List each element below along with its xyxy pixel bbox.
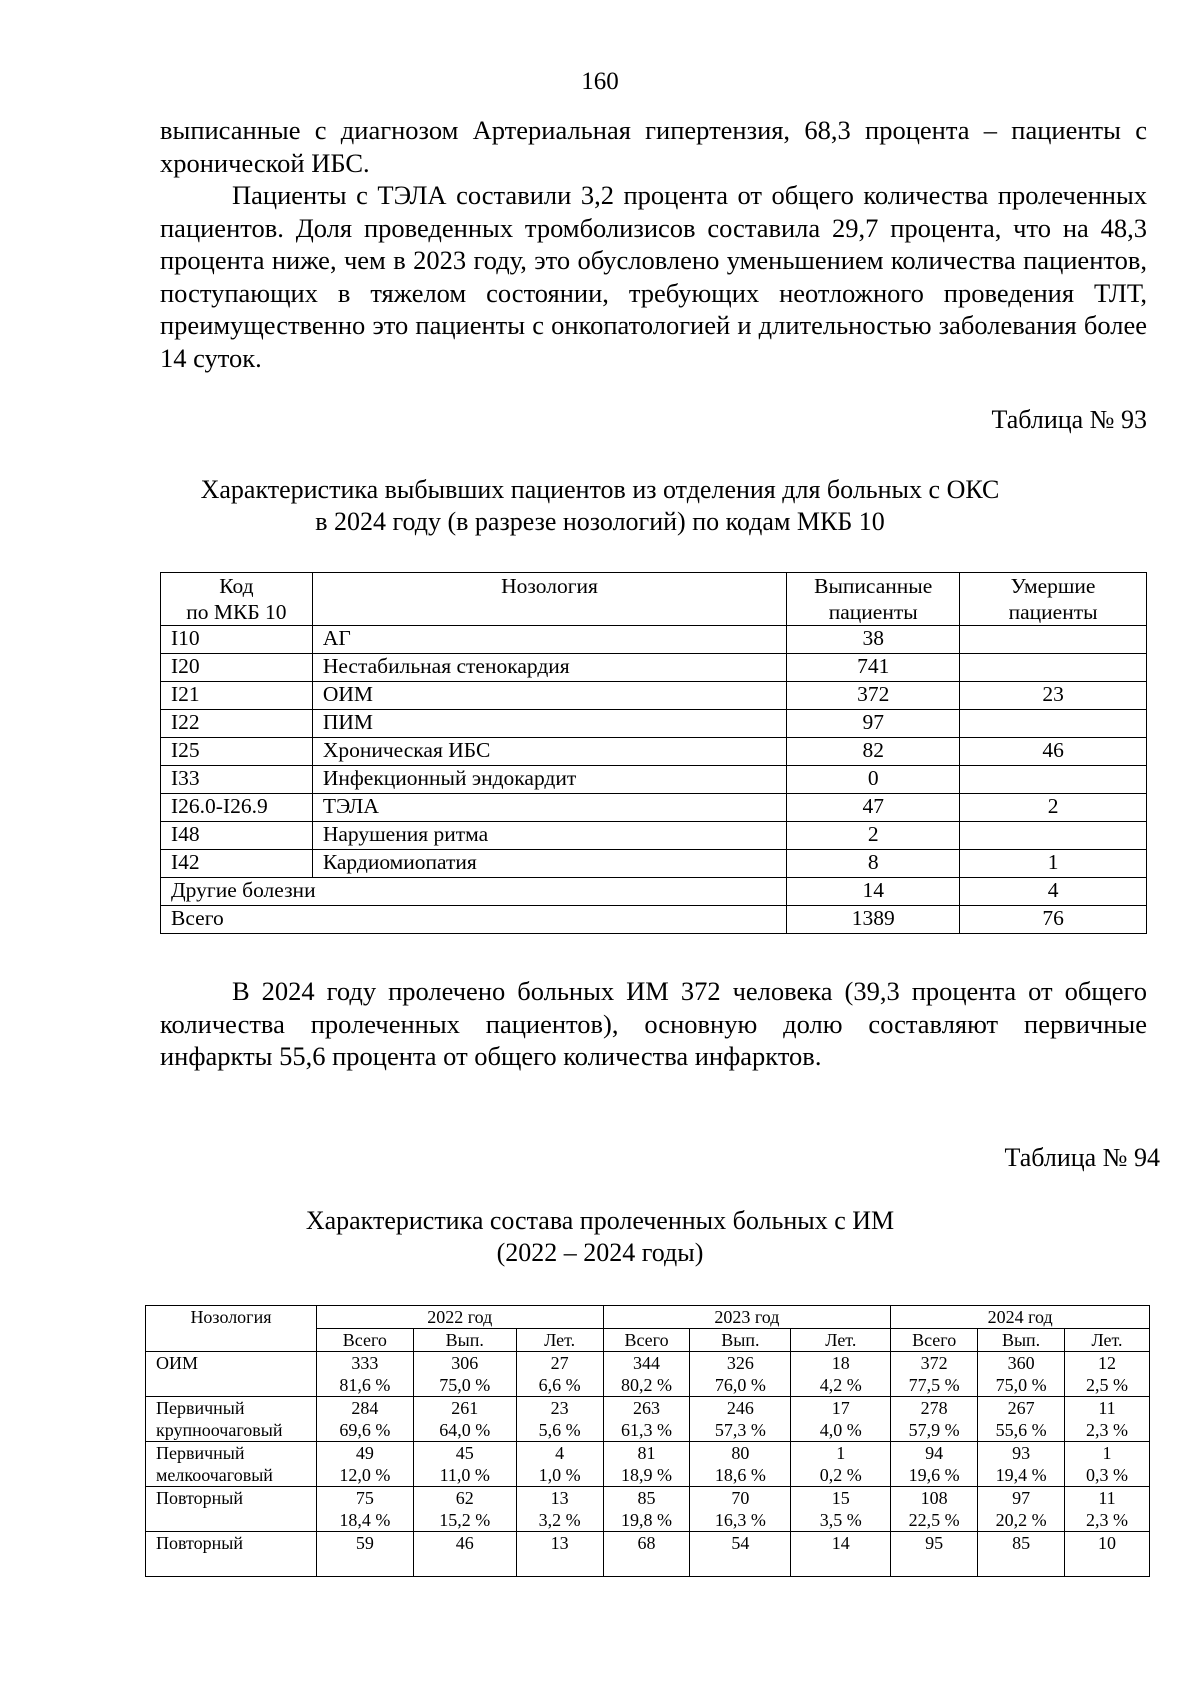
cell-count: 11 xyxy=(1098,1398,1116,1418)
table-93-label: Таблица № 93 xyxy=(991,405,1147,434)
paragraph-1: выписанные с диагнозом Артериальная гипертензия, 68,3 процента – пациенты с хронической ИБС. xyxy=(160,115,1147,178)
cell-total-label: Всего xyxy=(161,906,787,934)
table-93-title xyxy=(0,474,1200,538)
paragraph-3: В 2024 году пролечено больных ИМ 372 человека (39,3 процента от общего количества пролеченных пациентов), основную долю составляют первичные инфаркты 55,6 процента от общего количества инфарктов. xyxy=(160,976,1147,1071)
table-94-title-line2: (2022 – 2024 годы) xyxy=(496,1238,704,1267)
cell-died: 4 xyxy=(960,878,1147,906)
cell-percent: 19,4 % xyxy=(995,1465,1047,1485)
cell-discharged: 38 xyxy=(787,626,960,654)
table-row xyxy=(146,1487,1150,1532)
cell-percent: 61,3 % xyxy=(621,1420,673,1440)
cell-discharged: 97 xyxy=(787,710,960,738)
cell-nosology-label-line2: крупноочаговый xyxy=(156,1420,283,1440)
cell-count: 45 xyxy=(455,1443,474,1463)
header-year-2022: 2022 год xyxy=(316,1306,603,1329)
cell-value xyxy=(413,1352,516,1397)
cell-percent xyxy=(978,1554,1064,1576)
table-row xyxy=(146,1397,1150,1442)
cell-percent: 20,2 % xyxy=(995,1510,1047,1530)
cell-nosology: АГ xyxy=(312,626,786,654)
cell-count: 10 xyxy=(1098,1533,1117,1553)
cell-count: 13 xyxy=(550,1488,569,1508)
cell-count: 68 xyxy=(637,1533,656,1553)
cell-percent: 0,2 % xyxy=(819,1465,862,1485)
cell-percent: 18,9 % xyxy=(621,1465,673,1485)
cell-percent: 4,0 % xyxy=(819,1420,862,1440)
cell-value xyxy=(891,1532,978,1577)
table-row xyxy=(161,766,1147,794)
cell-nosology: ПИМ xyxy=(312,710,786,738)
table-94-title xyxy=(0,1205,1200,1269)
table-93-header-row xyxy=(161,573,1147,626)
cell-value xyxy=(1065,1487,1150,1532)
cell-died xyxy=(960,766,1147,794)
cell-percent xyxy=(690,1554,790,1576)
cell-percent xyxy=(517,1554,603,1576)
cell-value xyxy=(1065,1397,1150,1442)
cell-discharged: 47 xyxy=(787,794,960,822)
cell-value xyxy=(516,1352,603,1397)
cell-value xyxy=(978,1532,1065,1577)
cell-discharged: 82 xyxy=(787,738,960,766)
cell-percent: 16,3 % xyxy=(714,1510,766,1530)
header-discharged-line1: Выписанные xyxy=(814,574,933,598)
cell-died: 46 xyxy=(960,738,1147,766)
cell-value xyxy=(603,1442,690,1487)
cell-nosology xyxy=(146,1532,317,1577)
cell-nosology: Кардиомиопатия xyxy=(312,850,786,878)
cell-count: 85 xyxy=(1012,1533,1031,1553)
cell-count: 278 xyxy=(920,1398,948,1418)
table-94-label: Таблица № 94 xyxy=(1004,1143,1160,1172)
cell-count: 333 xyxy=(351,1353,379,1373)
cell-nosology xyxy=(146,1487,317,1532)
sub-header-total: Всего xyxy=(891,1329,978,1352)
table-row-other xyxy=(161,878,1147,906)
cell-discharged: 0 xyxy=(787,766,960,794)
cell-count: 372 xyxy=(920,1353,948,1373)
cell-count: 70 xyxy=(731,1488,750,1508)
cell-nosology-label-line1: ОИМ xyxy=(156,1353,199,1373)
header-died-line2: пациенты xyxy=(1008,600,1098,624)
cell-nosology-label-line2 xyxy=(156,1374,316,1396)
cell-percent: 12,0 % xyxy=(339,1465,391,1485)
cell-count: 1 xyxy=(836,1443,846,1463)
header-code-line1: Код xyxy=(219,574,254,598)
cell-percent: 5,6 % xyxy=(538,1420,581,1440)
cell-code: I10 xyxy=(161,626,313,654)
cell-value xyxy=(1065,1532,1150,1577)
sub-header-total: Всего xyxy=(603,1329,690,1352)
cell-discharged: 8 xyxy=(787,850,960,878)
cell-value xyxy=(316,1487,413,1532)
cell-value xyxy=(978,1442,1065,1487)
table-row xyxy=(161,738,1147,766)
cell-value xyxy=(413,1442,516,1487)
cell-count: 17 xyxy=(831,1398,850,1418)
table-93-title-line1: Характеристика выбывших пациентов из отделения для больных с ОКС xyxy=(200,475,1000,504)
cell-percent: 2,5 % xyxy=(1086,1375,1129,1395)
cell-percent xyxy=(414,1554,516,1576)
header-died xyxy=(960,573,1147,626)
cell-count: 360 xyxy=(1007,1353,1035,1373)
table-row xyxy=(161,626,1147,654)
cell-count: 59 xyxy=(355,1533,374,1553)
table-row xyxy=(146,1352,1150,1397)
sub-header-discharged: Вып. xyxy=(413,1329,516,1352)
cell-value xyxy=(891,1352,978,1397)
cell-count: 18 xyxy=(831,1353,850,1373)
cell-count: 284 xyxy=(351,1398,379,1418)
cell-value xyxy=(978,1487,1065,1532)
cell-count: 246 xyxy=(726,1398,754,1418)
cell-died: 23 xyxy=(960,682,1147,710)
cell-count: 12 xyxy=(1098,1353,1117,1373)
cell-code: I21 xyxy=(161,682,313,710)
cell-value xyxy=(791,1442,891,1487)
cell-discharged: 14 xyxy=(787,878,960,906)
cell-percent: 19,6 % xyxy=(908,1465,960,1485)
cell-percent: 2,3 % xyxy=(1086,1510,1129,1530)
cell-percent: 55,6 % xyxy=(995,1420,1047,1440)
cell-count: 14 xyxy=(831,1533,850,1553)
cell-count: 326 xyxy=(726,1353,754,1373)
cell-count: 108 xyxy=(920,1488,948,1508)
cell-percent xyxy=(791,1554,890,1576)
sub-header-lethal: Лет. xyxy=(791,1329,891,1352)
cell-percent: 2,3 % xyxy=(1086,1420,1129,1440)
cell-percent: 4,2 % xyxy=(819,1375,862,1395)
header-year-2023: 2023 год xyxy=(603,1306,891,1329)
table-row xyxy=(161,822,1147,850)
table-row xyxy=(161,794,1147,822)
cell-value xyxy=(791,1487,891,1532)
cell-nosology: ТЭЛА xyxy=(312,794,786,822)
header-year-2024: 2024 год xyxy=(891,1306,1150,1329)
cell-value xyxy=(603,1397,690,1442)
header-discharged xyxy=(787,573,960,626)
cell-percent xyxy=(604,1554,690,1576)
cell-count: 11 xyxy=(1098,1488,1116,1508)
cell-discharged: 2 xyxy=(787,822,960,850)
cell-value xyxy=(978,1352,1065,1397)
cell-percent: 18,4 % xyxy=(339,1510,391,1530)
cell-nosology: Нестабильная стенокардия xyxy=(312,654,786,682)
cell-percent xyxy=(1065,1554,1149,1576)
cell-count: 49 xyxy=(355,1443,374,1463)
cell-count: 261 xyxy=(451,1398,479,1418)
cell-nosology xyxy=(146,1442,317,1487)
sub-header-lethal: Лет. xyxy=(516,1329,603,1352)
cell-percent: 77,5 % xyxy=(908,1375,960,1395)
cell-count: 13 xyxy=(550,1533,569,1553)
cell-code: I48 xyxy=(161,822,313,850)
cell-value xyxy=(690,1532,791,1577)
header-nosology: Нозология xyxy=(146,1306,317,1352)
table-row xyxy=(146,1442,1150,1487)
cell-value xyxy=(891,1442,978,1487)
cell-died: 1 xyxy=(960,850,1147,878)
cell-died: 2 xyxy=(960,794,1147,822)
cell-count: 54 xyxy=(731,1533,750,1553)
cell-count: 81 xyxy=(637,1443,656,1463)
sub-header-discharged: Вып. xyxy=(978,1329,1065,1352)
cell-count: 95 xyxy=(925,1533,944,1553)
cell-died xyxy=(960,654,1147,682)
cell-percent: 18,6 % xyxy=(714,1465,766,1485)
cell-value xyxy=(516,1397,603,1442)
cell-percent: 0,3 % xyxy=(1086,1465,1129,1485)
cell-percent: 69,6 % xyxy=(339,1420,391,1440)
table-94-year-header xyxy=(146,1306,1150,1329)
table-row xyxy=(161,850,1147,878)
cell-percent xyxy=(891,1554,977,1576)
cell-died xyxy=(960,822,1147,850)
cell-count: 85 xyxy=(637,1488,656,1508)
cell-count: 267 xyxy=(1007,1398,1035,1418)
cell-nosology-label-line1: Первичный xyxy=(156,1443,245,1463)
cell-percent: 76,0 % xyxy=(714,1375,766,1395)
sub-header-total: Всего xyxy=(316,1329,413,1352)
table-row xyxy=(161,654,1147,682)
cell-nosology xyxy=(146,1352,317,1397)
cell-value xyxy=(1065,1352,1150,1397)
header-discharged-line2: пациенты xyxy=(828,600,918,624)
cell-value xyxy=(316,1442,413,1487)
cell-count: 93 xyxy=(1012,1443,1031,1463)
cell-count: 46 xyxy=(455,1533,474,1553)
cell-value xyxy=(690,1487,791,1532)
cell-code: I25 xyxy=(161,738,313,766)
table-94 xyxy=(145,1305,1150,1577)
cell-nosology-label-line1: Повторный xyxy=(156,1488,244,1508)
cell-count: 15 xyxy=(831,1488,850,1508)
cell-code: I26.0-I26.9 xyxy=(161,794,313,822)
cell-count: 263 xyxy=(633,1398,661,1418)
cell-count: 94 xyxy=(925,1443,944,1463)
table-row-total xyxy=(161,906,1147,934)
cell-value xyxy=(603,1487,690,1532)
cell-value xyxy=(316,1532,413,1577)
header-nosology: Нозология xyxy=(312,573,786,626)
sub-header-lethal: Лет. xyxy=(1065,1329,1150,1352)
cell-code: I42 xyxy=(161,850,313,878)
table-93-title-line2: в 2024 году (в разрезе нозологий) по кодам МКБ 10 xyxy=(315,507,885,536)
cell-died xyxy=(960,626,1147,654)
cell-nosology xyxy=(146,1397,317,1442)
table-row xyxy=(161,710,1147,738)
cell-percent: 1,0 % xyxy=(538,1465,581,1485)
cell-value xyxy=(690,1397,791,1442)
cell-value xyxy=(516,1442,603,1487)
cell-count: 75 xyxy=(355,1488,374,1508)
cell-value xyxy=(413,1397,516,1442)
table-row xyxy=(161,682,1147,710)
table-94-title-line1: Характеристика состава пролеченных больных с ИМ xyxy=(305,1206,895,1235)
cell-value xyxy=(603,1352,690,1397)
cell-value xyxy=(791,1352,891,1397)
cell-percent: 64,0 % xyxy=(439,1420,491,1440)
cell-percent: 6,6 % xyxy=(538,1375,581,1395)
cell-value xyxy=(316,1397,413,1442)
cell-count: 4 xyxy=(555,1443,565,1463)
cell-nosology: Хроническая ИБС xyxy=(312,738,786,766)
cell-nosology-label-line1: Первичный xyxy=(156,1398,245,1418)
cell-nosology: Инфекционный эндокардит xyxy=(312,766,786,794)
cell-percent: 15,2 % xyxy=(439,1510,491,1530)
cell-percent: 19,8 % xyxy=(621,1510,673,1530)
cell-percent xyxy=(317,1554,413,1576)
cell-nosology-label-line2: мелкоочаговый xyxy=(156,1465,273,1485)
cell-discharged: 372 xyxy=(787,682,960,710)
header-code xyxy=(161,573,313,626)
cell-percent: 75,0 % xyxy=(995,1375,1047,1395)
cell-discharged: 741 xyxy=(787,654,960,682)
cell-value xyxy=(690,1352,791,1397)
cell-nosology-label-line2 xyxy=(156,1509,316,1531)
cell-count: 97 xyxy=(1012,1488,1031,1508)
cell-count: 306 xyxy=(451,1353,479,1373)
page-number: 160 xyxy=(581,68,619,95)
cell-died: 76 xyxy=(960,906,1147,934)
header-died-line1: Умершие xyxy=(1010,574,1096,598)
sub-header-discharged: Вып. xyxy=(690,1329,791,1352)
cell-nosology: ОИМ xyxy=(312,682,786,710)
cell-value xyxy=(516,1487,603,1532)
header-code-line2: по МКБ 10 xyxy=(186,600,287,624)
cell-percent: 81,6 % xyxy=(339,1375,391,1395)
cell-value xyxy=(978,1397,1065,1442)
cell-nosology: Нарушения ритма xyxy=(312,822,786,850)
cell-percent: 22,5 % xyxy=(908,1510,960,1530)
cell-percent: 3,5 % xyxy=(819,1510,862,1530)
table-row xyxy=(146,1532,1150,1577)
cell-code: I22 xyxy=(161,710,313,738)
cell-code: I20 xyxy=(161,654,313,682)
cell-value xyxy=(413,1487,516,1532)
cell-count: 27 xyxy=(550,1353,569,1373)
cell-count: 344 xyxy=(633,1353,661,1373)
cell-discharged: 1389 xyxy=(787,906,960,934)
cell-nosology-label-line1: Повторный xyxy=(156,1533,244,1553)
cell-percent: 57,3 % xyxy=(714,1420,766,1440)
paragraph-2: Пациенты с ТЭЛА составили 3,2 процента от общего количества пролеченных пациентов. Доля проведенных тромболизисов составила 29,7 процента, что на 48,3 процента ниже, чем в 2023 году, это обусловлено уменьшением количества пациентов, поступающих в тяжелом состоянии, требующих неотложного проведения ТЛТ, преимущественно это пациенты с онкопатологией и длительностью заболевания более 14 суток. xyxy=(160,180,1147,373)
cell-value xyxy=(516,1532,603,1577)
cell-value xyxy=(690,1442,791,1487)
cell-value xyxy=(316,1352,413,1397)
cell-died xyxy=(960,710,1147,738)
cell-value xyxy=(413,1532,516,1577)
cell-value xyxy=(603,1532,690,1577)
cell-value xyxy=(891,1397,978,1442)
cell-percent: 11,0 % xyxy=(439,1465,490,1485)
cell-percent: 3,2 % xyxy=(538,1510,581,1530)
cell-percent: 75,0 % xyxy=(439,1375,491,1395)
cell-percent: 57,9 % xyxy=(908,1420,960,1440)
cell-count: 80 xyxy=(731,1443,750,1463)
cell-other-label: Другие болезни xyxy=(161,878,787,906)
cell-code: I33 xyxy=(161,766,313,794)
cell-count: 23 xyxy=(550,1398,569,1418)
cell-count: 1 xyxy=(1102,1443,1112,1463)
table-93 xyxy=(160,572,1147,934)
cell-nosology-label-line2 xyxy=(156,1554,316,1576)
cell-count: 62 xyxy=(455,1488,474,1508)
cell-percent: 80,2 % xyxy=(621,1375,673,1395)
cell-value xyxy=(1065,1442,1150,1487)
cell-value xyxy=(791,1532,891,1577)
cell-value xyxy=(791,1397,891,1442)
cell-value xyxy=(891,1487,978,1532)
